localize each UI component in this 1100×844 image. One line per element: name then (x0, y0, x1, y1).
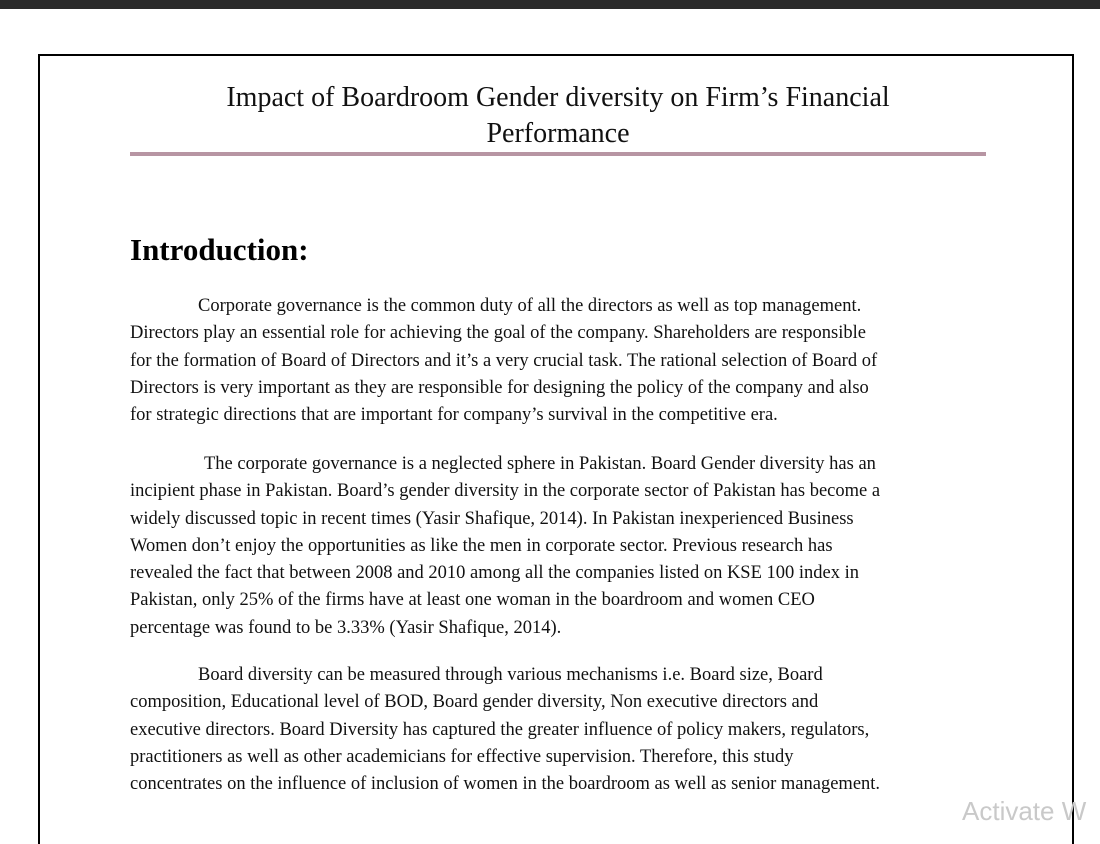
document-title-line: Performance (486, 118, 630, 149)
paragraph-line: for strategic directions that are important for company’s survival in the competitive era. (130, 405, 778, 426)
document-title (130, 80, 986, 152)
viewer-top-bar (0, 0, 1100, 9)
paragraph-line: executive directors. Board Diversity has captured the greater influence of policy makers, regulators, (130, 719, 870, 740)
document-page (38, 54, 1074, 844)
section-heading: Introduction: (130, 232, 309, 267)
paragraph-line: Women don’t enjoy the opportunities as like the men in corporate sector. Previous research has (130, 535, 833, 556)
paragraph-line: Directors play an essential role for achieving the goal of the company. Shareholders are responsible (130, 323, 866, 344)
paragraph-line: concentrates on the influence of inclusion of women in the boardroom as well as senior management. (130, 774, 881, 795)
paragraph-line: widely discussed topic in recent times (Yasir Shafique, 2014). In Pakistan inexperienced Business (130, 508, 854, 529)
paragraph-3 (130, 662, 990, 798)
title-divider (130, 152, 986, 156)
paragraph-line: Pakistan, only 25% of the firms have at least one woman in the boardroom and women CEO (130, 590, 815, 611)
paragraph-line: Board diversity can be measured through various mechanisms i.e. Board size, Board (198, 665, 823, 685)
document-title-line: Impact of Boardroom Gender diversity on Firm’s Financial (226, 82, 890, 113)
paragraph-line: incipient phase in Pakistan. Board’s gender diversity in the corporate sector of Pakistan has become a (130, 481, 881, 502)
paragraph-line: practitioners as well as other academicians for effective supervision. Therefore, this study (130, 746, 794, 767)
paragraph-1 (130, 293, 990, 429)
paragraph-line: Corporate governance is the common duty of all the directors as well as top management. (198, 296, 862, 316)
paragraph-2 (130, 451, 990, 642)
activation-watermark: Activate W (962, 796, 1087, 826)
paragraph-line: for the formation of Board of Directors and it’s a very crucial task. The rational selection of Board of (130, 350, 878, 371)
paragraph-line: composition, Educational level of BOD, Board gender diversity, Non executive directors and (130, 692, 819, 713)
paragraph-line: The corporate governance is a neglected sphere in Pakistan. Board Gender diversity has an (204, 454, 876, 474)
paragraph-line: Directors is very important as they are responsible for designing the policy of the company and also (130, 377, 869, 398)
paragraph-line: percentage was found to be 3.33% (Yasir Shafique, 2014). (130, 617, 562, 638)
paragraph-line: revealed the fact that between 2008 and 2010 among all the companies listed on KSE 100 index in (130, 563, 860, 584)
